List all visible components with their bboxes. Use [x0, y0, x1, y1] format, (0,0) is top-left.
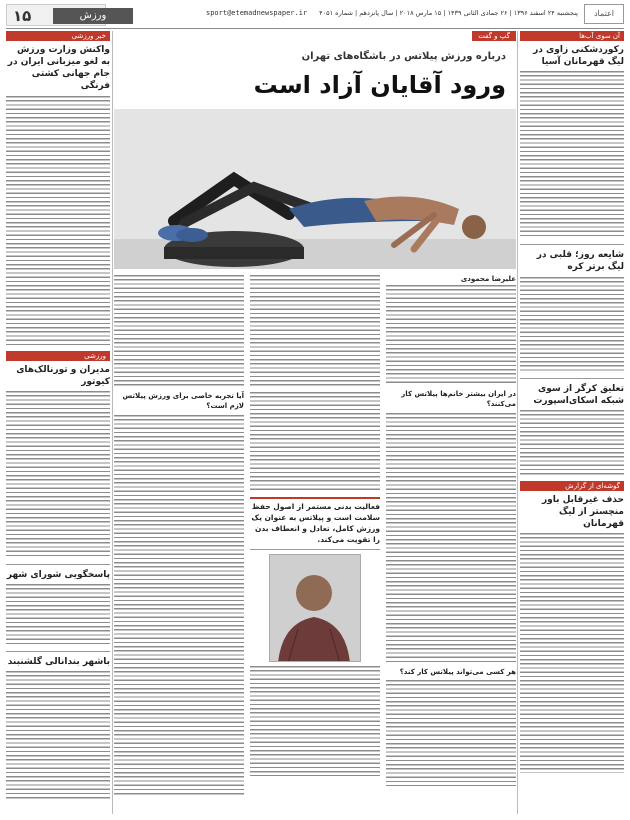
- feature-headline[interactable]: ورود آقایان آزاد است: [253, 71, 506, 99]
- article-text: [250, 275, 380, 387]
- feature-photo: [114, 109, 516, 269]
- column-divider: [112, 31, 113, 814]
- divider: [6, 651, 110, 652]
- left-column: [6, 31, 110, 814]
- divider: [6, 564, 110, 565]
- story-headline[interactable]: رکورد‌شکنی زاوی در لیگ قهرمانان آسیا: [533, 45, 624, 68]
- divider: [520, 378, 624, 379]
- masthead: [6, 4, 624, 26]
- story-body: [6, 671, 110, 799]
- feature-kicker: گپ و گفت: [472, 31, 516, 41]
- page-number: ۱۵: [13, 7, 32, 25]
- article-text: [386, 285, 516, 385]
- interview-question: در ایران بیشتر خانم‌ها پیلاتس کار می‌کنند؟: [401, 390, 516, 408]
- interviewee-portrait: [269, 554, 361, 662]
- right-kicker: گوشه‌ای از گزارش: [520, 481, 624, 491]
- dateline: پنجشنبه ۲۴ اسفند ۱۳۹۶ | ۲۶ جمادی الثانی ۱۴۳۹ | ۱۵ مارس ۲۰۱۸ | سال پانزدهم | شماره ۴۰۵۱: [319, 9, 578, 17]
- person-photo-icon: [269, 555, 360, 662]
- article-text: [386, 413, 516, 663]
- right-kicker: آن سوی آب‌ها: [520, 31, 624, 41]
- article-text: [250, 666, 380, 776]
- article-text: [114, 415, 244, 795]
- article-text: [386, 680, 516, 786]
- feature-byline: علیرضا محمودی: [460, 275, 516, 283]
- story-body: [520, 533, 624, 773]
- feature-overline: درباره ورزش پیلاتس در باشگاه‌های تهران: [301, 51, 506, 62]
- pull-quote: فعالیت بدنی مستمر از اصول حفظ سلامت است و پیلاتس به عنوان یک ورزش کامل، تعادل و انعطاف بدن را تقویت می‌کند.: [250, 497, 380, 550]
- feature-article: [114, 31, 516, 814]
- section-label: ورزش: [53, 8, 133, 24]
- story-headline[interactable]: حذف غیرقابل باور منچستر از لیگ قهرمانان: [541, 494, 624, 530]
- column-divider: [517, 31, 518, 814]
- interview-question: هر کسی می‌تواند پیلاتس کار کند؟: [399, 667, 516, 676]
- divider: [520, 244, 624, 245]
- story-body: [520, 410, 624, 476]
- story-headline[interactable]: تعلیق کرگر از سوی شبکه اسکای‌اسپورت: [533, 383, 624, 406]
- story-headline[interactable]: مدیران و تورنالک‌های کیوتور: [16, 364, 110, 387]
- section-email[interactable]: sport@etemadnewspaper.ir: [206, 9, 308, 17]
- story-headline[interactable]: پاسخگویی شورای شهر: [6, 569, 110, 580]
- story-headline[interactable]: شایعه روز؛ قلبی در لیگ برتر کره: [536, 250, 624, 273]
- interview-question: آیا تجربه خاصی برای ورزش پیلاتس لازم است؟: [122, 392, 244, 410]
- story-body: [6, 391, 110, 559]
- story-body: [6, 96, 110, 346]
- story-headline[interactable]: واکنش وزارت ورزش به لغو میزبانی ایران در جام جهانی کشتی فرنگی: [7, 45, 110, 92]
- top-rule: [6, 28, 624, 29]
- article-text: [114, 275, 244, 387]
- left-kicker: ورزشی: [6, 351, 110, 361]
- story-body: [520, 277, 624, 373]
- left-kicker: خبر ورزشی: [6, 31, 110, 41]
- pilates-athlete-image: [114, 109, 516, 269]
- story-body: [520, 71, 624, 239]
- story-body: [6, 584, 110, 646]
- page-number-box: [6, 4, 106, 26]
- feature-body: [114, 275, 516, 814]
- right-column: [520, 31, 624, 814]
- article-text: [250, 392, 380, 492]
- newspaper-logo: اعتماد: [584, 4, 624, 24]
- story-headline[interactable]: باشهر بندانالی گلشنبند: [7, 656, 110, 667]
